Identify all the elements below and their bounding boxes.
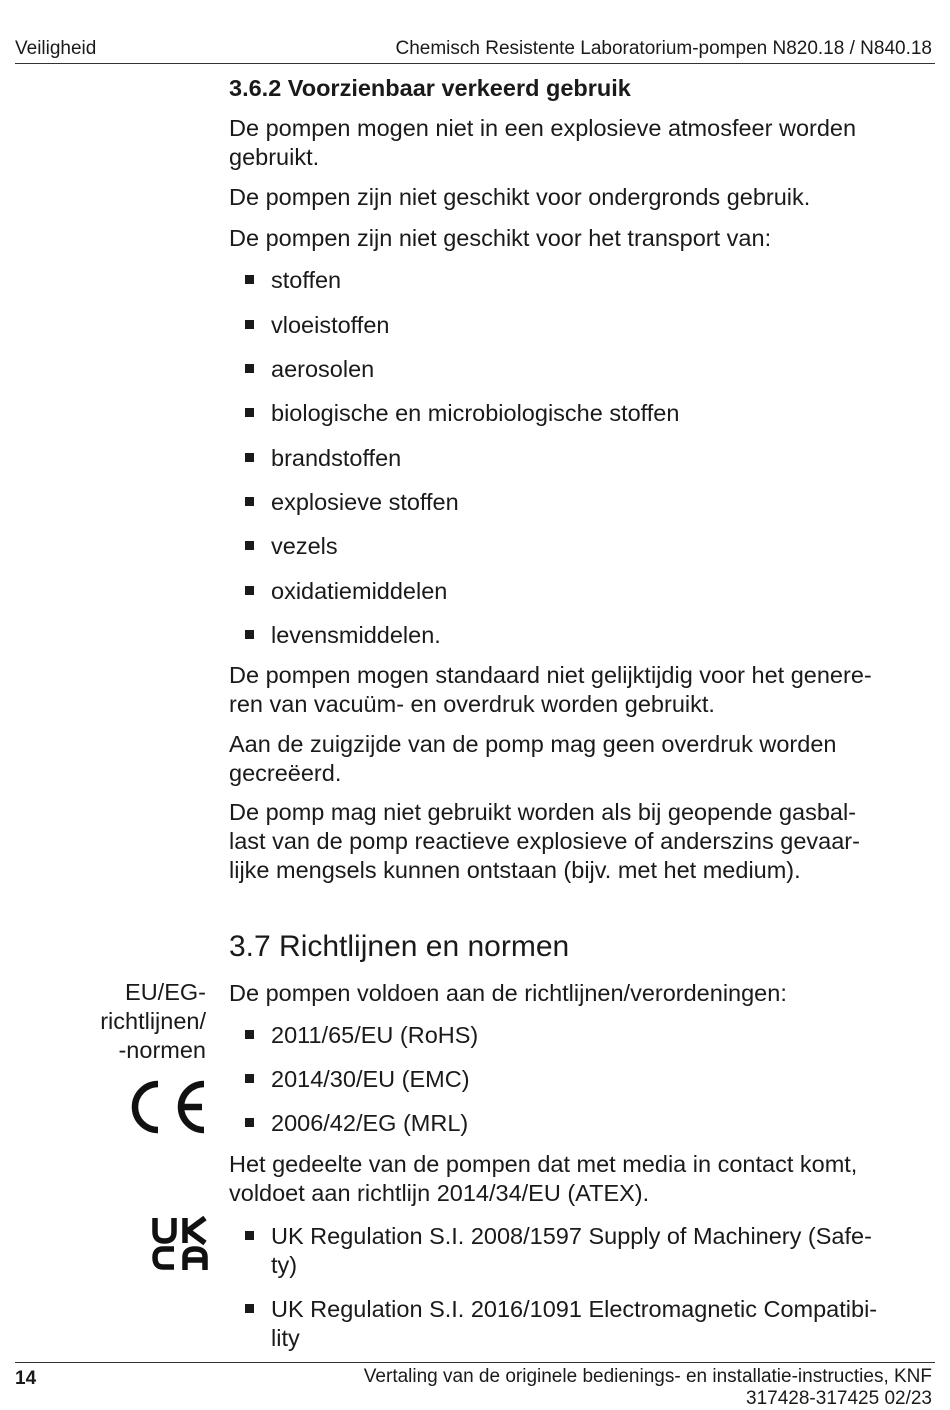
text-line: UK Regulation S.I. 2008/1597 Supply of Machinery (Safe-: [271, 1223, 872, 1249]
paragraph-underground: De pompen zijn niet geschikt voor ondergronds gebruik.: [229, 184, 811, 210]
paragraph-gas-ballast: [229, 798, 929, 885]
bullet-icon: [245, 1231, 254, 1240]
footer-divider: [15, 1362, 935, 1363]
text-line: lijke mengsels kunnen ontstaan (bijv. met het medium).: [229, 857, 801, 883]
section-heading-3-6-2: 3.6.2 Voorzienbaar verkeerd gebruik: [229, 75, 631, 101]
text-line: De pomp mag niet gebruikt worden als bij geopende gasbal-: [229, 799, 857, 825]
ukca-mark-icon: [151, 1216, 209, 1273]
page-number: 14: [15, 1368, 37, 1389]
text-line: De pompen mogen niet in een explosieve atmosfeer worden: [229, 115, 857, 141]
paragraph-transport-intro: De pompen zijn niet geschikt voor het transport van:: [229, 225, 772, 251]
section-heading-3-7: 3.7 Richtlijnen en normen: [229, 930, 570, 963]
footer-document-number: 317428-317425 02/23: [746, 1388, 932, 1409]
bullet-icon: [245, 408, 254, 417]
text-line: De pompen mogen standaard niet gelijktijdig voor het genere-: [229, 662, 872, 688]
bullet-icon: [245, 1074, 254, 1083]
text-line: ty): [271, 1252, 298, 1278]
bullet-icon: [245, 630, 254, 639]
text-line: last van de pomp reactieve explosieve of anderszins gevaar-: [229, 828, 860, 854]
text-line: ren van vacuüm- en overdruk worden gebruikt.: [229, 691, 715, 717]
bullet-icon: [245, 364, 254, 373]
bullet-icon: [245, 320, 254, 329]
header-section: Veiligheid: [15, 38, 97, 59]
text-line: gebruikt.: [229, 144, 320, 170]
text-line: -normen: [118, 1037, 206, 1063]
bullet-icon: [245, 586, 254, 595]
bullet-icon: [245, 275, 254, 284]
paragraph-directives-intro: De pompen voldoen aan de richtlijnen/verordeningen:: [229, 980, 787, 1006]
text-line: lity: [271, 1325, 300, 1351]
text-line: EU/EG-: [125, 979, 206, 1005]
text-line: gecreëerd.: [229, 760, 342, 786]
margin-note-eu-directives: [100, 978, 206, 1065]
text-line: UK Regulation S.I. 2016/1091 Electromagnetic Compatibi-: [271, 1296, 878, 1322]
paragraph-suction-side: [229, 730, 929, 788]
bullet-icon: [245, 453, 254, 462]
footer-translation-note: Vertaling van de originele bedienings- en installatie-instructies, KNF: [363, 1366, 932, 1387]
bullet-icon: [245, 1030, 254, 1039]
paragraph-explosive-atmosphere: [229, 114, 929, 172]
text-line: Het gedeelte van de pompen dat met media in contact komt,: [229, 1151, 858, 1177]
header-divider: [15, 63, 935, 64]
text-line: voldoet aan richtlijn 2014/34/EU (ATEX).: [229, 1180, 650, 1206]
paragraph-atex: [229, 1150, 929, 1208]
bullet-icon: [245, 497, 254, 506]
ce-mark-icon: [130, 1078, 208, 1136]
text-line: richtlijnen/: [100, 1008, 206, 1034]
paragraph-vacuum-overpressure: [229, 661, 929, 719]
bullet-icon: [245, 1118, 254, 1127]
text-line: Aan de zuigzijde van de pomp mag geen overdruk worden: [229, 731, 837, 757]
bullet-icon: [245, 1304, 254, 1313]
bullet-icon: [245, 541, 254, 550]
header-doc-title: Chemisch Resistente Laboratorium-pompen N820.18 / N840.18: [395, 38, 932, 59]
